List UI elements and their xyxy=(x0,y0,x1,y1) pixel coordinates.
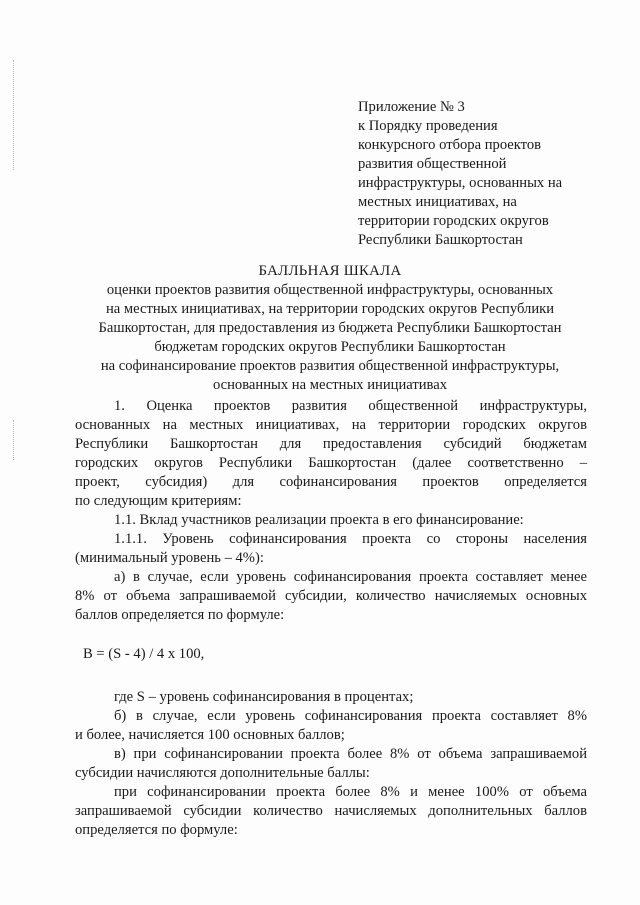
paragraph-line: по следующим критериям: xyxy=(75,493,242,509)
paragraph-line: в) при софинансировании проекта более 8% от объема запрашиваемой xyxy=(114,746,587,762)
heading-line: на софинансирование проектов развития общественной инфраструктуры, xyxy=(100,358,560,374)
paragraph-line: 1. Оценка проектов развития общественной инфраструктуры, xyxy=(114,398,587,414)
annex-line: инфраструктуры, основанных на xyxy=(358,175,563,191)
paragraph-line: субсидии начисляются дополнительные баллы: xyxy=(75,765,370,781)
annex-line: развития общественной xyxy=(358,156,507,172)
formula: В = (S - 4) / 4 х 100, xyxy=(83,646,205,662)
heading-line: Башкортостан, для предоставления из бюджета Республики Башкортостан xyxy=(98,320,562,336)
paragraph-line: 1.1. Вклад участников реализации проекта в его финансирование: xyxy=(114,512,524,528)
paragraph-line: баллов определяется по формуле: xyxy=(75,607,285,623)
paragraph-line: (минимальный уровень – 4%): xyxy=(75,550,264,566)
heading-line: основанных на местных инициативах xyxy=(212,377,448,393)
paragraph-line: 8% от объема запрашиваемой субсидии, количество начисляемых основных xyxy=(75,588,587,604)
heading-line: на местных инициативах, на территории городских округов Республики xyxy=(105,301,555,317)
annex-line: к Порядку проведения xyxy=(358,118,498,134)
paragraph-line: определяется по формуле: xyxy=(75,822,238,838)
annex-line: территории городских округов xyxy=(358,213,549,229)
annex-reference-block xyxy=(358,98,618,250)
annex-line: местных инициативах, на xyxy=(358,194,517,210)
paragraph-line: б) в случае, если уровень софинансирования проекта составляет 8% xyxy=(114,708,587,724)
heading-line: оценки проектов развития общественной инфраструктуры, основанных xyxy=(106,282,554,298)
document-title: БАЛЛЬНАЯ ШКАЛА xyxy=(258,263,402,279)
paragraph-line: где S – уровень софинансирования в процентах; xyxy=(114,689,414,705)
document-body xyxy=(75,397,587,840)
document-heading xyxy=(60,262,600,395)
paragraph-line: запрашиваемой субсидии количество начисляемых дополнительных баллов xyxy=(75,803,587,819)
annex-line: Республики Башкортостан xyxy=(358,232,523,248)
paragraph-line: городских округов Республики Башкортостан (далее соответственно – xyxy=(75,455,587,471)
paragraph-line: и более, начисляется 100 основных баллов; xyxy=(75,727,345,743)
heading-line: бюджетам городских округов Республики Башкортостан xyxy=(154,339,506,355)
paragraph-line: а) в случае, если уровень софинансирования проекта составляет менее xyxy=(114,569,587,585)
margin-binding-marks-lower xyxy=(13,420,16,460)
annex-line: Приложение № 3 xyxy=(358,99,465,115)
annex-line: конкурсного отбора проектов xyxy=(358,137,542,153)
paragraph-line: Республики Башкортостан для предоставления субсидий бюджетам xyxy=(75,436,587,452)
margin-binding-marks xyxy=(13,60,16,170)
paragraph-line: проект, субсидия) для софинансирования проектов определяется xyxy=(75,474,587,490)
paragraph-line: основанных на местных инициативах, на территории городских округов xyxy=(75,417,587,433)
paragraph-line: 1.1.1. Уровень софинансирования проекта со стороны населения xyxy=(114,531,587,547)
paragraph-line: при софинансировании проекта более 8% и менее 100% от объема xyxy=(114,784,587,800)
